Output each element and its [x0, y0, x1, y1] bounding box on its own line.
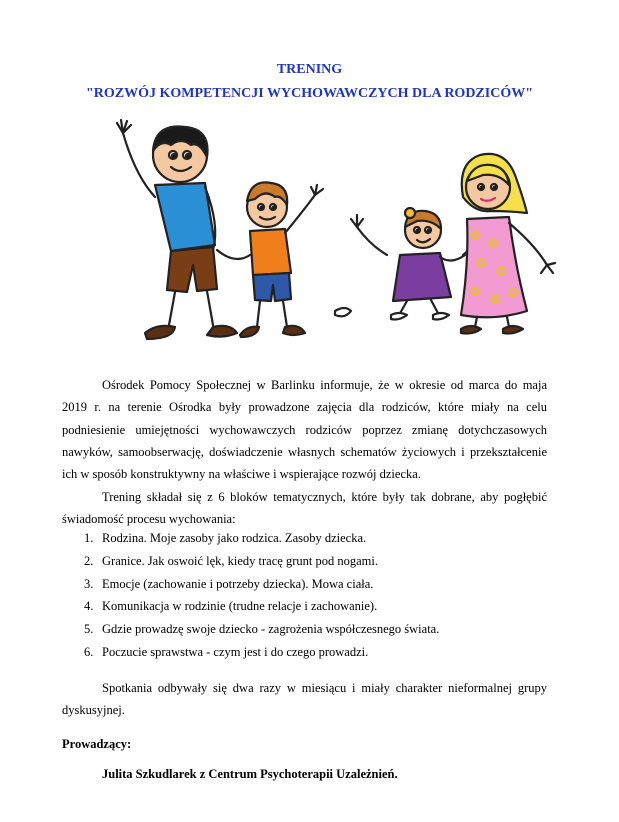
leaders-label: Prowadzący: — [62, 737, 132, 751]
list-item: 4. Komunikacja w rodzinie (trudne relacje i zachowanie). — [84, 599, 378, 614]
topic-list — [62, 527, 542, 664]
list-item: 3. Emocje (zachowanie i potrzeby dziecka). Mowa ciała. — [84, 576, 374, 591]
title-line-2: "ROZWÓJ KOMPETENCJI WYCHOWAWCZYCH DLA RODZICÓW" — [86, 86, 533, 101]
list-item: 2. Granice. Jak oswoić lęk, kiedy tracę grunt pod nogami. — [84, 553, 378, 568]
mother-figure — [461, 154, 555, 334]
blocks-paragraph: Trening składał się z 6 bloków tematycznych, które były tak dobrane, aby pogłębić świadomość procesu wychowania: — [62, 490, 547, 527]
list-item: 1. Rodzina. Moje zasoby jako rodzica. Zasoby dziecka. — [84, 531, 367, 545]
family-illustration — [95, 115, 570, 350]
meetings-paragraph: Spotkania odbywały się dwa razy w miesiącu i miały charakter nieformalnej grupy dyskusyjnej. — [62, 681, 547, 718]
intro-paragraph: Ośrodek Pomocy Społecznej w Barlinku informuje, że w okresie od marca do maja 2019 r. na terenie Ośrodka były prowadzone zajęcia dla rodziców, które miały na celu podniesienie umiejętności wychowawczych rodziców poprzez zmianę dotychczasowych nawyków, samoobserwację, doświadczenie własnych schematów życiowych i przekształcenie ich w sposób konstruktywny na właściwe i wspierające rozwój dziecka. — [62, 378, 547, 482]
father-figure — [117, 120, 237, 339]
boy-figure — [217, 182, 323, 337]
girl-figure — [335, 208, 465, 320]
leader-name: Julita Szkudlarek z Centrum Psychoterapii Uzależnień. — [102, 767, 398, 781]
title-line-1: TRENING — [276, 62, 343, 77]
list-item: 5. Gdzie prowadzę swoje dziecko - zagrożenia współczesnego świata. — [84, 622, 440, 637]
list-item: 6. Poczucie sprawstwa - czym jest i do czego prowadzi. — [84, 644, 369, 659]
